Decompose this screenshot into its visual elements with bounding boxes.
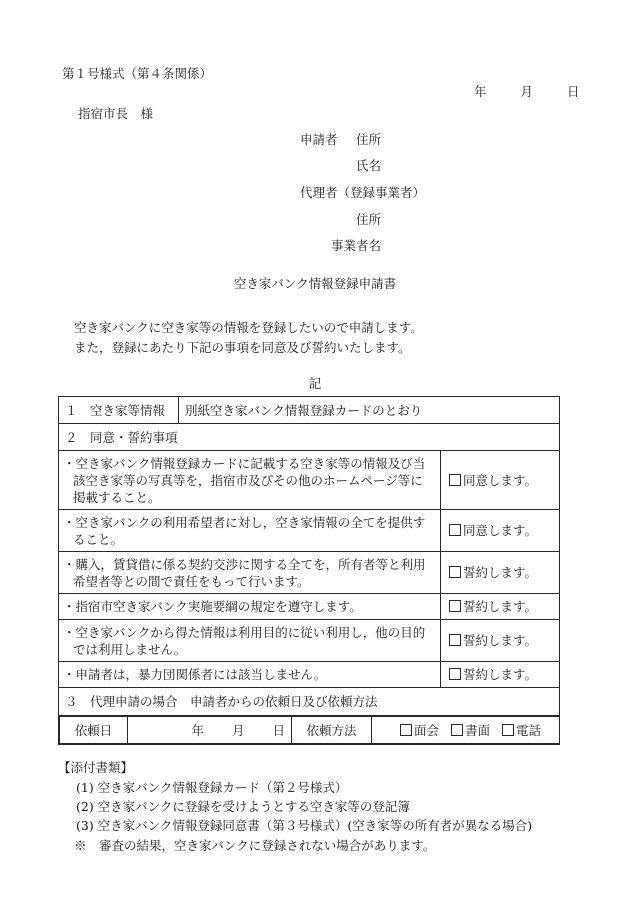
document-title: 空き家バンク情報登録申請書 xyxy=(233,276,397,291)
method-option-phone[interactable]: 電話 xyxy=(502,723,541,738)
checkbox-icon[interactable] xyxy=(400,724,412,736)
date-day-label: 日 xyxy=(566,84,580,99)
check-label: 誓約します。 xyxy=(463,599,538,614)
section2-label: ２ 同意・誓約事項 xyxy=(59,424,560,451)
checkbox-icon[interactable] xyxy=(449,668,461,680)
table-row xyxy=(59,620,560,662)
table-row xyxy=(59,552,560,594)
item-text: ・指宿市空き家バンク実施要綱の規定を遵守します。 xyxy=(59,594,441,620)
check-label: 誓約します。 xyxy=(463,565,538,580)
agent-address-label: 住所 xyxy=(356,212,382,227)
item-text: ・空き家バンクの利用希望者に対し，空き家情報の全てを提供すること。 xyxy=(59,510,441,552)
pledge-checkbox[interactable] xyxy=(441,662,560,688)
table-row xyxy=(59,510,560,552)
request-day-label: 日 xyxy=(272,722,285,738)
table-row xyxy=(59,662,560,688)
checkbox-icon[interactable] xyxy=(449,566,461,578)
method-option-document[interactable]: 書面 xyxy=(451,723,490,738)
item-text: ・申請者は，暴力団関係者には該当しません。 xyxy=(59,662,441,688)
table-row xyxy=(59,594,560,620)
checkbox-icon[interactable] xyxy=(449,600,461,612)
intro-line-2: また，登録にあたり下記の事項を同意及び誓約いたします。 xyxy=(74,340,411,355)
checkbox-icon[interactable] xyxy=(449,474,461,486)
request-year-label: 年 xyxy=(191,722,205,738)
section1-value: 別紙空き家バンク情報登録カードのとおり xyxy=(179,397,560,424)
date-month-label: 月 xyxy=(520,84,533,99)
request-month-label: 月 xyxy=(232,722,245,738)
agree-checkbox[interactable] xyxy=(441,510,560,552)
method-option-meeting[interactable]: 面会 xyxy=(400,723,439,738)
request-date-label: 依頼日 xyxy=(60,717,128,744)
checkbox-icon[interactable] xyxy=(502,724,514,736)
item-text: ・購入，賃貸借に係る契約交渉に関する全てを，所有者等と利用希望者等との間で責任をもって行います。 xyxy=(59,552,441,594)
agree-checkbox[interactable] xyxy=(441,451,560,510)
checkbox-icon[interactable] xyxy=(449,524,461,536)
pledge-checkbox[interactable] xyxy=(441,620,560,662)
applicant-label: 申請者 xyxy=(300,132,338,147)
table-row xyxy=(59,451,560,510)
check-label: 誓約します。 xyxy=(463,667,538,682)
attachment-item: (3) 空き家バンク情報登録同意書（第３号様式）(空き家等の所有者が異なる場合) xyxy=(76,818,533,833)
attachments-heading: 【添付書類】 xyxy=(58,760,134,775)
agent-label: 代理者（登録事業者） xyxy=(300,185,426,200)
applicant-name-label: 氏名 xyxy=(356,158,382,173)
request-method-options xyxy=(372,717,560,744)
checkbox-icon[interactable] xyxy=(449,634,461,646)
request-method-label: 依頼方法 xyxy=(292,717,372,744)
attachment-item: (2) 空き家バンクに登録を受けようとする空き家等の登記簿 xyxy=(76,799,410,814)
request-row xyxy=(59,716,560,745)
application-date xyxy=(474,84,579,100)
pledge-checkbox[interactable] xyxy=(441,552,560,594)
intro-line-1: 空き家バンクに空き家等の情報を登録したいので申請します。 xyxy=(74,320,423,335)
date-year-label: 年 xyxy=(474,84,487,99)
form-number: 第１号様式（第４条関係） xyxy=(62,66,213,81)
applicant-address-label: 住所 xyxy=(356,132,382,147)
business-name-label: 事業者名 xyxy=(331,238,382,253)
check-label: 誓約します。 xyxy=(463,633,538,648)
checkbox-icon[interactable] xyxy=(451,724,463,736)
ki-heading: 記 xyxy=(308,376,322,391)
request-date-field[interactable] xyxy=(128,717,292,744)
check-label: 同意します。 xyxy=(463,523,538,538)
section1-label: １ 空き家等情報 xyxy=(59,397,179,424)
section3-label: ３ 代理申請の場合 申請者からの依頼日及び依頼方法 xyxy=(59,688,560,716)
addressee: 指宿市長 様 xyxy=(78,106,154,121)
item-text: ・空き家バンクから得た情報は利用目的に従い利用し，他の目的では利用しません。 xyxy=(59,620,441,662)
review-note: ※ 審査の結果，空き家バンクに登録されない場合があります。 xyxy=(74,838,436,853)
attachment-item: (1) 空き家バンク情報登録カード（第２号様式） xyxy=(76,780,348,795)
item-text: ・空き家バンク情報登録カードに記載する空き家等の情報及び当該空き家等の写真等を，指宿市及びその他のホームページ等に掲載すること。 xyxy=(59,451,441,510)
pledge-checkbox[interactable] xyxy=(441,594,560,620)
check-label: 同意します。 xyxy=(463,472,538,488)
application-table xyxy=(58,396,560,745)
